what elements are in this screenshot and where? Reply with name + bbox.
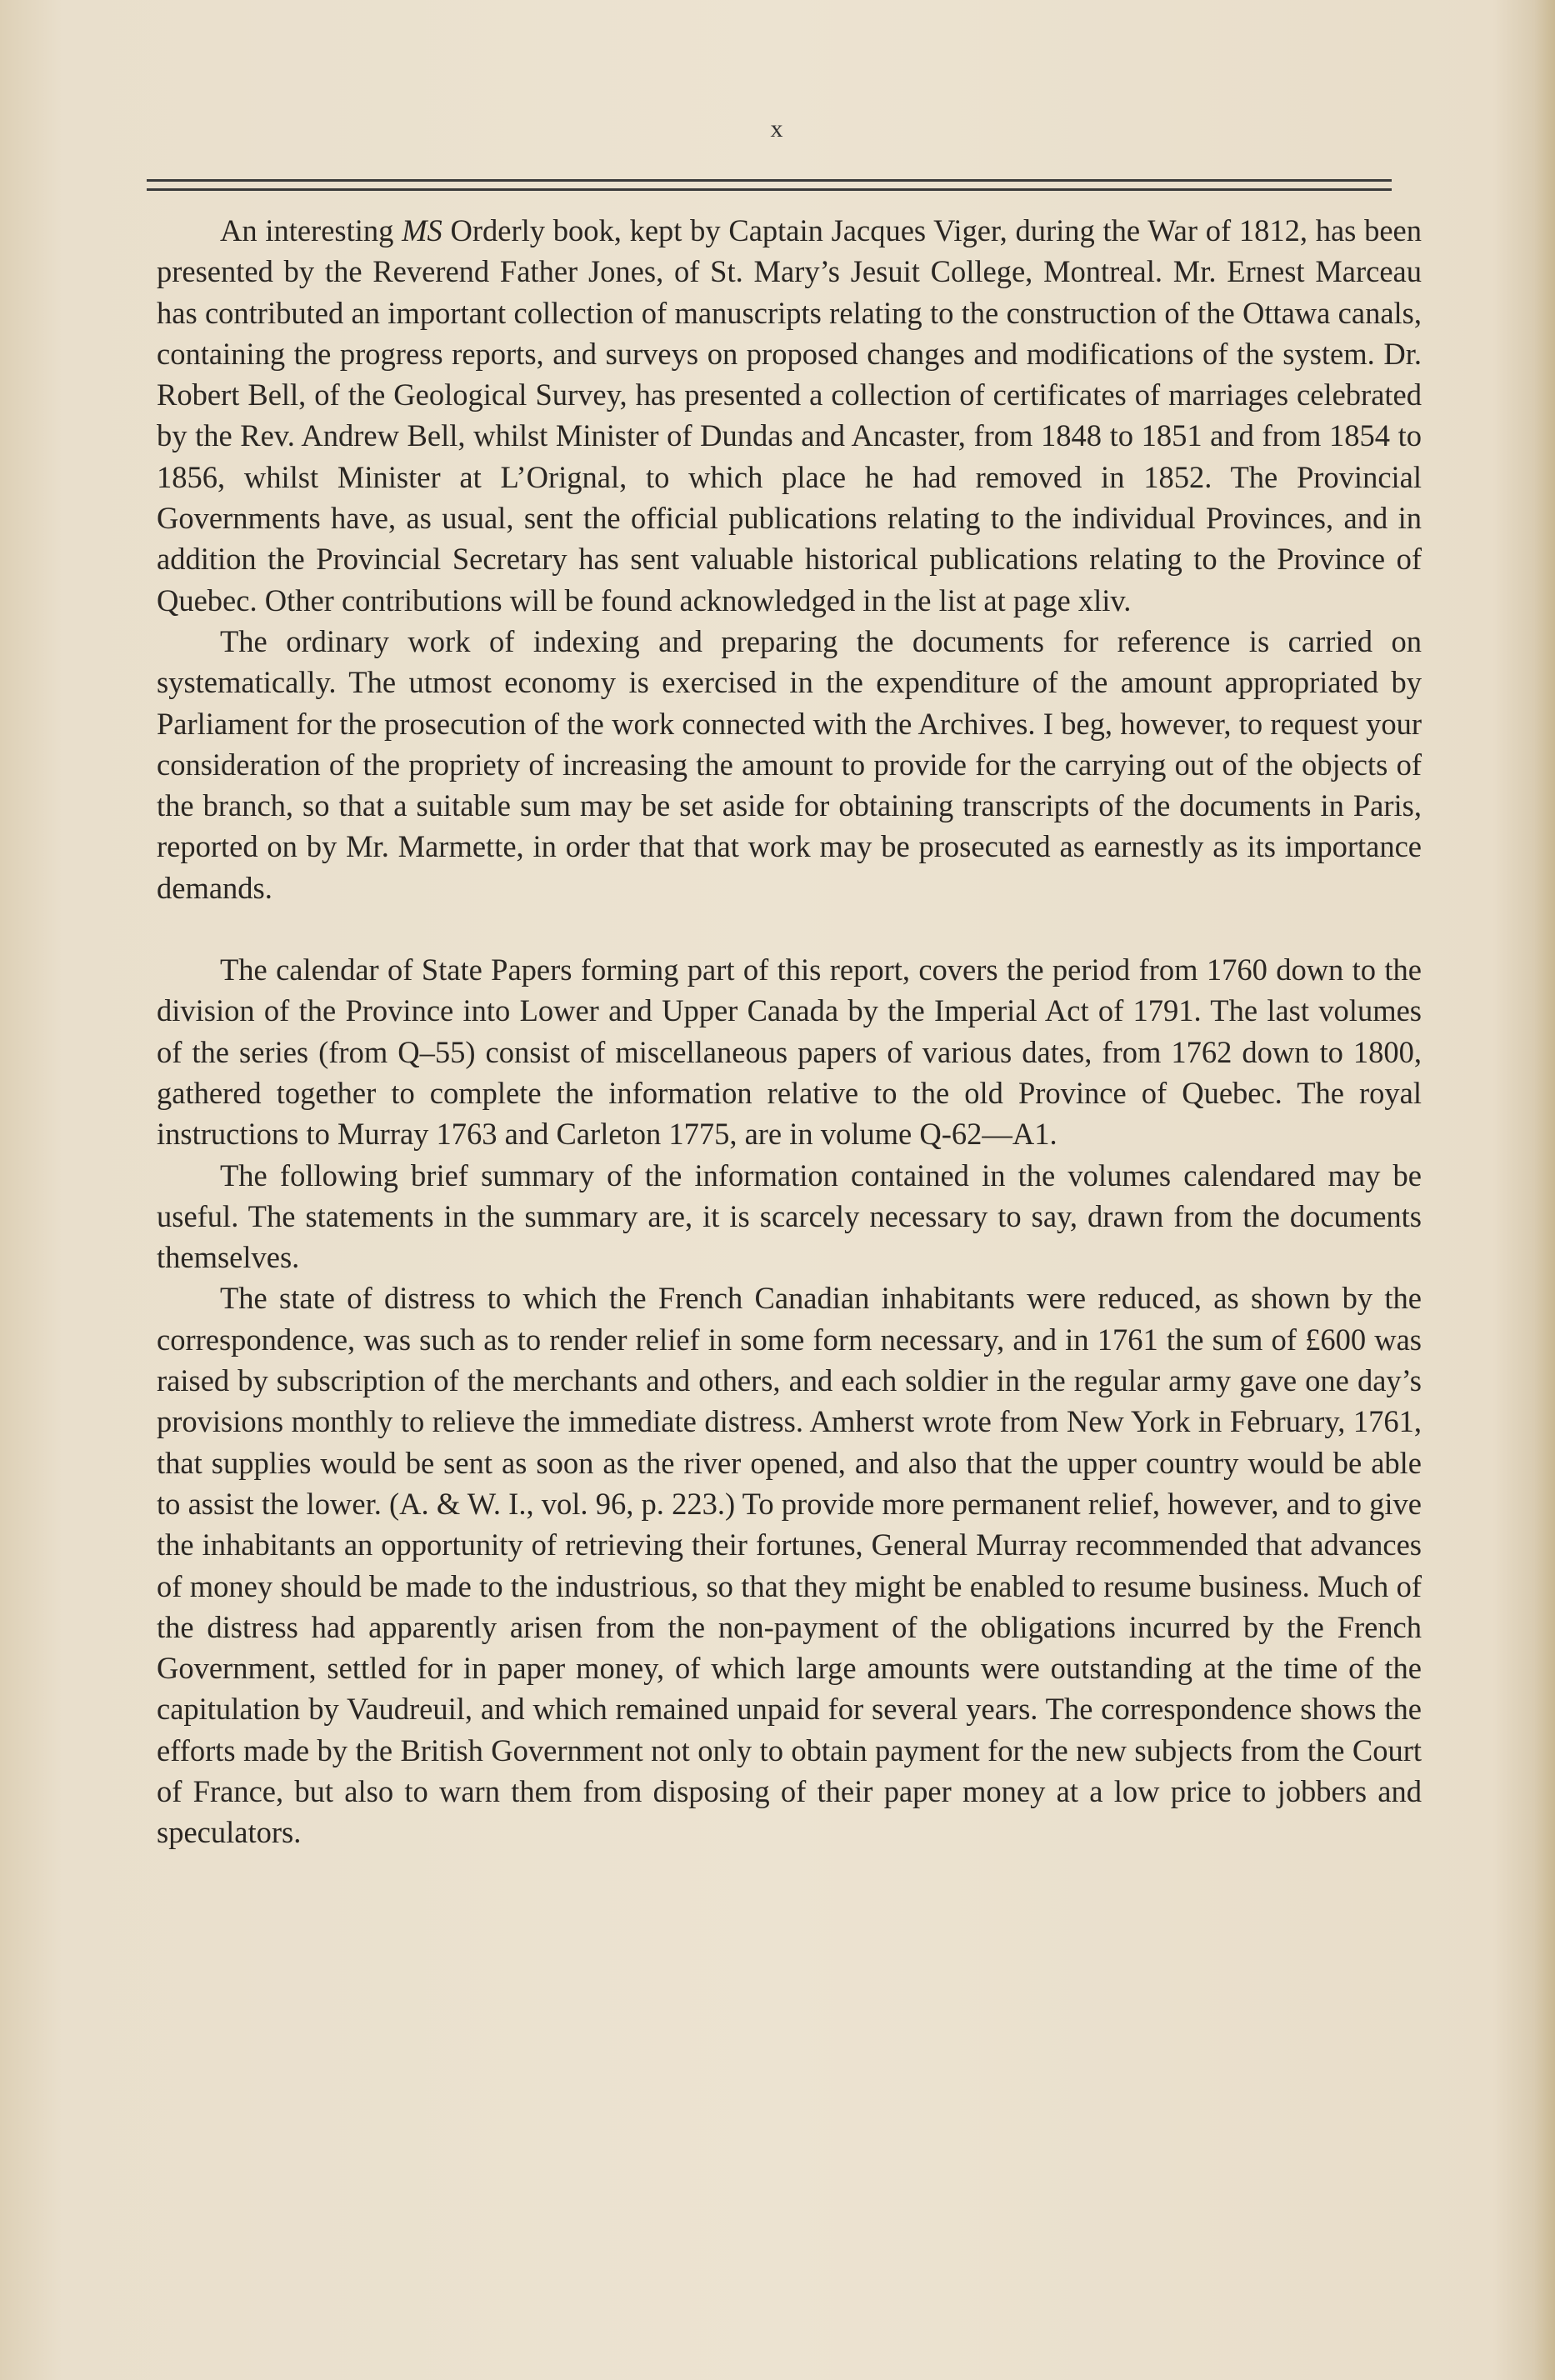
body-text <box>157 210 1422 1853</box>
paragraph-1-body: Orderly book, kept by Captain Jacques Viger, during the War of 1812, has been presented by the Reverend Father Jones, of St. Mary’s Jesuit College, Montreal. Mr. Ernest Marceau has contributed an important collection of manuscripts relating to the construction of the Ottawa canals, containing the progress reports, and surveys on proposed changes and modifications of the system. Dr. Robert Bell, of the Geological Survey, has presented a collection of certificates of marriages celebrated by the Rev. Andrew Bell, whilst Minister of Dundas and Ancaster, from 1848 to 1851 and from 1854 to 1856, whilst Minister at L’Orignal, to which place he had removed in 1852. The Provincial Governments have, as usual, sent the official publications relating to the individual Provinces, and in addition the Provincial Secretary has sent valuable historical publications relating to the Province of Quebec. Other contributions will be found acknowledged in the list at page xliv. <box>157 213 1422 618</box>
paragraph-summary-intro: The following brief summary of the information contained in the volumes calendared may be useful. The statements in the summary are, it is scarcely necessary to say, drawn from the documents themselves. <box>157 1158 1422 1275</box>
header-rule-bottom <box>147 188 1392 191</box>
paragraph-distress: The state of distress to which the French Canadian inhabitants were reduced, as shown by the correspondence, was such as to render relief in some form necessary, and in 1761 the sum of £600 was raised by subscription of the merchants and others, and each soldier in the regular army gave one day’s provisions monthly to relieve the immediate distress. Amherst wrote from New York in February, 1761, that supplies would be sent as soon as the river opened, and also that the upper country would be able to assist the lower. (A. & W. I., vol. 96, p. 223.) To provide more permanent relief, however, and to give the inhabitants an opportunity of retrieving their fortunes, General Murray recommended that advances of money should be made to the industrious, so that they might be enabled to resume business. Much of the distress had apparently arisen from the non-payment of the obligations incurred by the French Government, settled for in paper money, of which large amounts were outstanding at the time of the capitulation by Vaudreuil, and which remained unpaid for several years. The correspondence shows the efforts made by the British Government not only to obtain payment for the new subjects from the Court of France, but also to warn them from disposing of their paper money at a low price to jobbers and speculators. <box>157 1281 1422 1850</box>
page-number: x <box>770 115 785 142</box>
paragraph-acquisitions <box>157 210 1422 621</box>
paragraph-indexing-work: The ordinary work of indexing and preparing the documents for reference is carried on systematically. The utmost economy is exercised in the expenditure of the amount appropriated by Parliament for the prosecution of the work connected with the Archives. I beg, however, to request your consideration of the propriety of increasing the amount to provide for the carrying out of the objects of the branch, so that a suitable sum may be set aside for obtaining transcripts of the documents in Paris, reported on by Mr. Marmette, in order that that work may be prosecuted as earnestly as its importance demands. <box>157 623 1422 905</box>
ms-abbreviation: MS <box>402 213 442 248</box>
page-edge <box>1535 0 1555 2380</box>
paragraph-1-lead: An interesting <box>220 213 402 248</box>
paragraph-calendar: The calendar of State Papers forming part of this report, covers the period from 1760 down to the division of the Province into Lower and Upper Canada by the Imperial Act of 1791. The last volumes of the series (from Q–55) consist of miscellaneous papers of various dates, from 1762 down to 1800, gathered together to complete the information relative to the old Province of Quebec. The royal instructions to Murray 1763 and Carleton 1775, are in volume Q-62—A1. <box>157 952 1422 1152</box>
header-rule-top <box>147 179 1392 182</box>
